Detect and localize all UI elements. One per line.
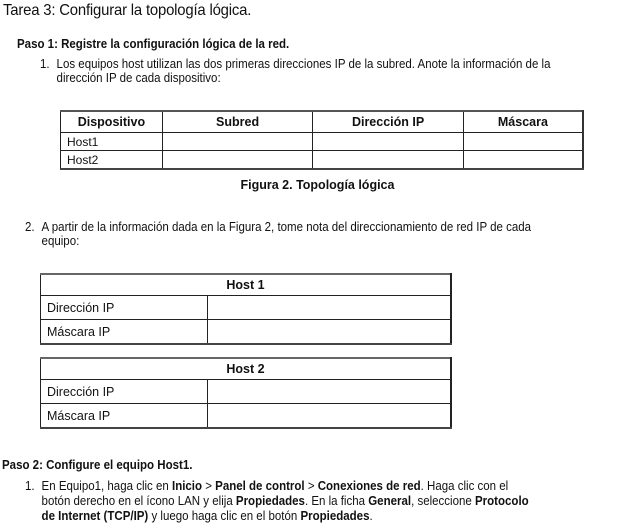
protocol-term: Protocolo [474,494,529,508]
device-address-table [60,110,584,170]
step1-item1 [40,57,629,87]
table-header-row [61,111,584,133]
item-text-line1: Los equipos host utilizan las dos primeras direcciones IP de la subred. Anote la información de la [56,57,551,71]
properties-button-term: Propiedades [300,509,370,523]
item-text-line2: equipo: [41,234,80,248]
item-number: 1. [40,57,50,71]
table-row [61,133,584,151]
subnet-mask-value[interactable] [207,320,451,345]
subnet-cell[interactable] [162,151,312,170]
subnet-cell[interactable] [162,133,312,151]
menu-path-start: Inicio [171,479,203,493]
subnet-mask-value[interactable] [207,404,451,429]
ip-address-value[interactable] [207,380,451,404]
column-header-mask: Máscara [463,111,583,133]
ip-cell[interactable] [313,133,464,151]
step1-title: Paso 1: Registre la configuración lógica de la red. [17,37,290,51]
mask-cell[interactable] [463,151,583,170]
task-title: Tarea 3: Configurar la topología lógica. [3,2,252,19]
tcpip-term: de Internet (TCP/IP) [41,509,149,523]
host1-table-title: Host 1 [41,274,452,296]
device-cell: Host1 [61,133,163,151]
item-number: 1. [25,479,35,493]
subnet-mask-label: Máscara IP [41,404,208,429]
item-text-line2: dirección IP de cada dispositivo: [56,71,221,85]
item-text-line3: de Internet (TCP/IP) y luego haga clic en el botón Propiedades. [41,509,373,523]
host2-table-title: Host 2 [41,358,452,380]
step2-item1 [25,479,635,525]
ip-address-label: Dirección IP [41,380,208,404]
item-text-line2: botón derecho en el ícono LAN y elija Propiedades. En la ficha General, seleccione Protocolo [41,494,529,508]
table-row [41,320,452,345]
properties-term: Propiedades [235,494,305,508]
figure-caption: Figura 2. Topología lógica [240,178,395,192]
column-header-device: Dispositivo [61,111,163,133]
menu-path-control-panel: Panel de control [215,479,305,493]
ip-address-label: Dirección IP [41,296,208,320]
ip-address-value[interactable] [207,296,451,320]
item-text-line1: A partir de la información dada en la Figura 2, tome nota del direccionamiento de red IP de cada [41,220,532,234]
menu-path-network-connections: Conexiones de red [317,479,421,493]
device-cell: Host2 [61,151,163,170]
step2-title: Paso 2: Configure el equipo Host1. [2,458,193,472]
ip-cell[interactable] [313,151,464,170]
step1-item2 [25,220,632,250]
host2-table [40,357,452,429]
item-text-line1: En Equipo1, haga clic en Inicio > Panel de control > Conexiones de red. Haga clic con el [41,479,509,493]
table-row [41,380,452,404]
table-row [41,404,452,429]
item-number: 2. [25,220,35,234]
table-row [61,151,584,170]
subnet-mask-label: Máscara IP [41,320,208,345]
column-header-subnet: Subred [162,111,312,133]
mask-cell[interactable] [463,133,583,151]
host1-table [40,273,452,345]
general-tab-term: General [368,494,412,508]
column-header-ip: Dirección IP [313,111,464,133]
table-row [41,296,452,320]
